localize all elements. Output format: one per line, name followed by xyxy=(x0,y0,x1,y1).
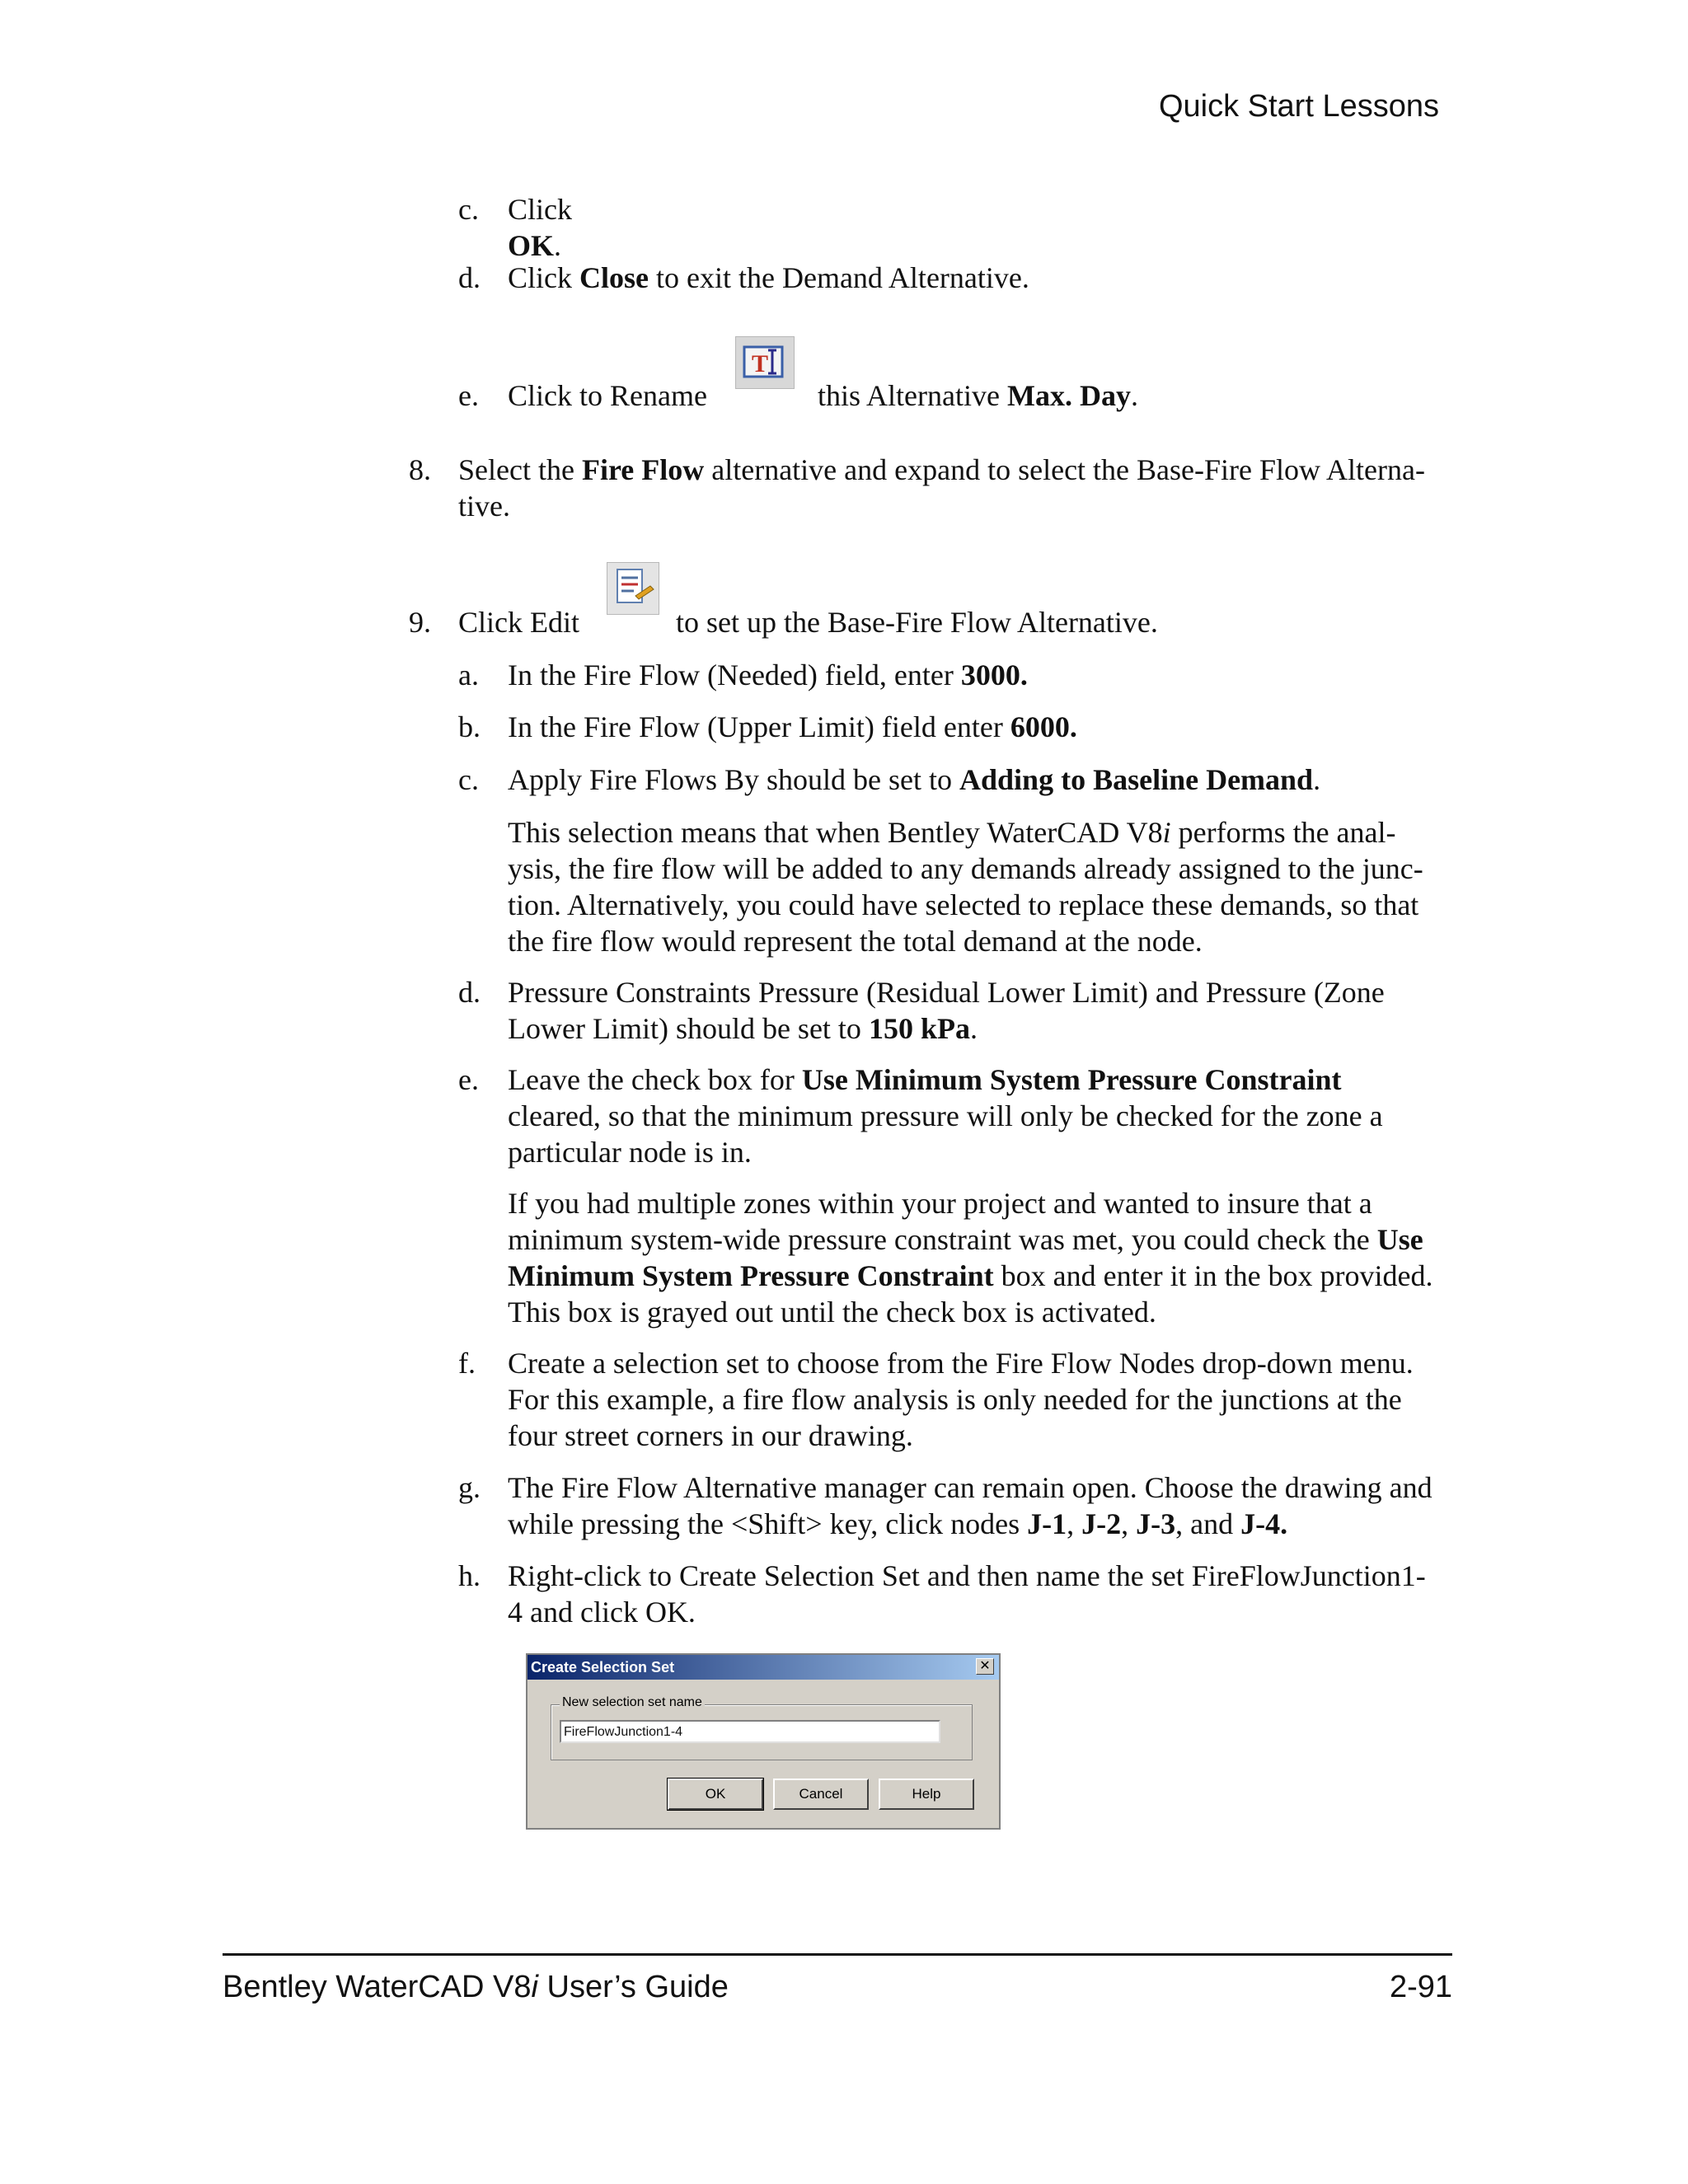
page-number: 2-91 xyxy=(1389,1970,1452,2004)
rename-icon xyxy=(735,336,795,389)
ok-button[interactable]: OK xyxy=(668,1779,763,1810)
step-9e-note: If you had multiple zones within your project and wanted to insure that a minimum system-wide pressure constraint was met, you could check the Use Minimum System Pressure Constraint box and enter it in the box provided. This box is grayed out until the check box is activated. xyxy=(508,1187,1433,1329)
help-button[interactable]: Help xyxy=(879,1779,974,1810)
dialog-title: Create Selection Set xyxy=(531,1659,675,1675)
selection-name-group xyxy=(551,1695,973,1760)
close-icon[interactable]: ✕ xyxy=(976,1658,994,1675)
running-header: Quick Start Lessons xyxy=(1158,89,1439,124)
create-selection-set-dialog xyxy=(526,1653,1001,1830)
dialog-title-bar xyxy=(528,1655,999,1680)
edit-icon xyxy=(607,562,659,615)
group-label: New selection set name xyxy=(560,1695,705,1710)
cancel-button[interactable]: Cancel xyxy=(773,1779,869,1810)
step-9-rest: to set up the Base-Fire Flow Alternative. xyxy=(676,606,1158,639)
footer-guide-title: Bentley WaterCAD V8i User’s Guide xyxy=(223,1970,729,2004)
svg-text:T: T xyxy=(752,350,769,377)
footer-rule xyxy=(223,1953,1452,1956)
step-9c-note: This selection means that when Bentley WaterCAD V8i performs the anal- ysis, the fire flow will be added to any demands already assigned to the junc- tion. Alternatively, you could have selected to replace these demands, so that the fire flow would represent the total demand at the node. xyxy=(508,816,1423,958)
step-7e-rest: this Alternative Max. Day. xyxy=(818,379,1138,412)
selection-set-name-input[interactable]: FireFlowJunction1-4 xyxy=(560,1720,940,1743)
step-8-line2: tive. xyxy=(458,490,510,523)
